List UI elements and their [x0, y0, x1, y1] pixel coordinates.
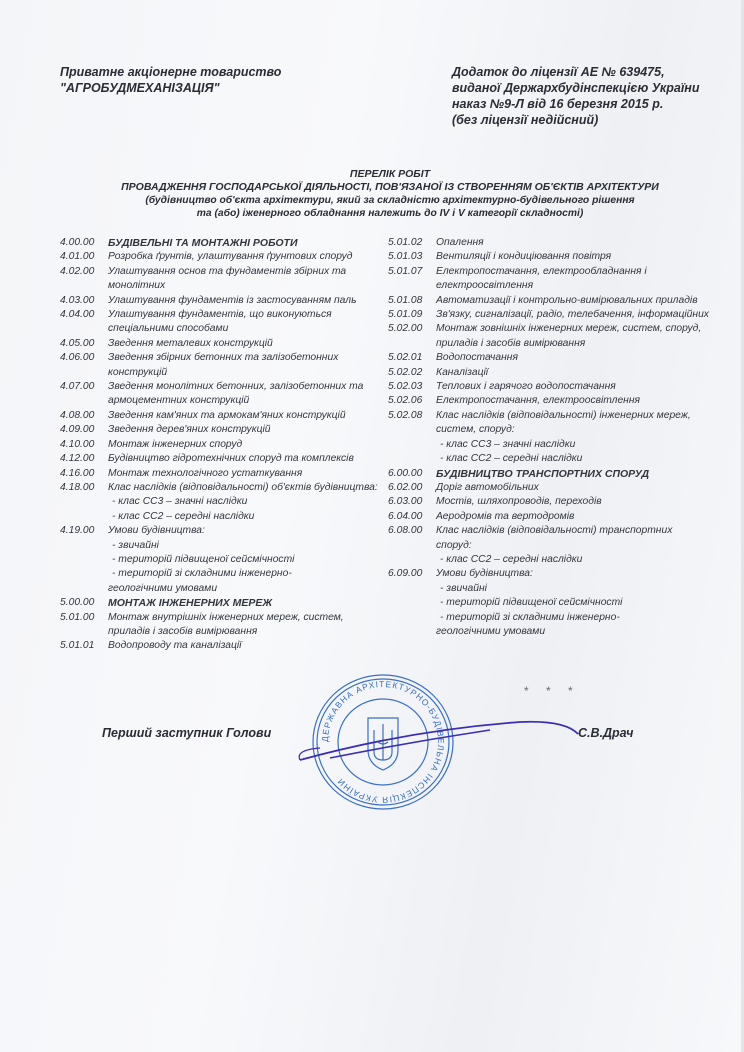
work-description: Аеродромів та вертодромів — [436, 510, 575, 522]
work-code: 5.01.03 — [388, 251, 423, 263]
company-type: Приватне акціонерне товариство — [60, 65, 282, 79]
work-item — [388, 510, 710, 524]
company-name: "АГРОБУДМЕХАНІЗАЦІЯ" — [60, 81, 220, 95]
work-code: 5.02.02 — [388, 366, 423, 378]
work-code: 4.01.00 — [60, 251, 95, 263]
work-item — [388, 351, 710, 365]
section-heading — [388, 467, 710, 481]
work-description: Зведення дерев'яних конструкцій — [108, 424, 271, 436]
work-description: Монтаж внутрішніх інженерних мереж, систем, приладів і засобів вимірювання — [108, 611, 344, 637]
work-description: Зведення збірних бетонних та залізобетонних конструкцій — [108, 352, 339, 378]
work-description: Зведення монолітних бетонних, залізобетонних та армоцементних конструкцій — [108, 381, 364, 407]
work-description: Умови будівництва: — [436, 568, 533, 580]
work-description: Монтаж інженерних споруд — [108, 438, 243, 450]
work-item — [60, 337, 380, 351]
work-description: Вентиляції і кондиціювання повітря — [436, 251, 612, 263]
work-code: 4.02.00 — [60, 265, 95, 277]
work-description: Улаштування фундаментів із застосуванням паль — [108, 294, 357, 306]
work-description: Електропостачання, електроосвітлення — [436, 395, 641, 407]
company-header — [60, 64, 281, 96]
works-list-right — [388, 236, 710, 639]
work-item — [388, 524, 710, 553]
work-description: Зв'язку, сигналізації, радіо, телебачення, інформаційних — [436, 309, 709, 321]
work-description: БУДІВЕЛЬНІ ТА МОНТАЖНІ РОБОТИ — [108, 237, 298, 249]
work-description: Розробка ґрунтів, улаштування ґрунтових споруд — [108, 251, 353, 263]
work-code: 6.00.00 — [388, 467, 423, 479]
license-line-1: Додаток до ліцензії АЕ № 639475, — [452, 65, 665, 79]
title-line-1: ПЕРЕЛІК РОБІТ — [349, 168, 431, 180]
work-code: 5.00.00 — [60, 597, 95, 609]
work-code: 6.09.00 — [388, 568, 423, 580]
work-description: Улаштування фундаментів, що виконуються спеціальними способами — [108, 309, 332, 335]
work-code: 4.18.00 — [60, 481, 95, 493]
work-subitem: - клас СС2 – середні наслідки — [440, 553, 583, 565]
signatory-name: С.В.Драч — [578, 726, 634, 740]
work-item — [60, 639, 380, 653]
work-description: Водопостачання — [436, 352, 518, 364]
work-subitem-continuation: геологічними умовами — [108, 582, 218, 594]
work-code: 6.04.00 — [388, 510, 423, 522]
work-code: 6.02.00 — [388, 481, 423, 493]
work-item — [60, 308, 380, 337]
work-code: 5.02.06 — [388, 395, 423, 407]
work-item — [388, 409, 710, 438]
work-code: 5.01.00 — [60, 611, 95, 623]
work-item — [388, 294, 710, 308]
work-code: 4.00.00 — [60, 237, 95, 248]
work-item — [60, 423, 380, 437]
work-code: 5.01.01 — [60, 640, 95, 652]
work-item — [60, 524, 380, 538]
license-line-2: виданої Держархбудінспекцією України — [452, 81, 700, 95]
work-code: 4.07.00 — [60, 381, 95, 393]
work-item — [60, 467, 380, 481]
work-item — [60, 265, 380, 294]
work-item — [388, 308, 710, 322]
work-item — [60, 438, 380, 452]
work-subitem: - територій зі складними інженерно- — [112, 568, 292, 580]
work-item — [60, 452, 380, 466]
work-code: 4.04.00 — [60, 309, 95, 321]
work-item — [60, 294, 380, 308]
work-item — [60, 351, 380, 380]
work-code: 4.03.00 — [60, 294, 95, 306]
license-header — [452, 64, 699, 128]
work-code: 5.01.07 — [388, 265, 423, 277]
signatory-position: Перший заступник Голови — [102, 726, 272, 740]
work-description: Водопроводу та каналізації — [108, 640, 242, 652]
work-description: Автоматизації і контрольно-вимірювальних приладів — [436, 294, 698, 306]
work-description: Клас наслідків (відповідальності) інженерних мереж, систем, споруд: — [436, 409, 691, 436]
work-code: 5.02.00 — [388, 323, 423, 335]
handwritten-signature — [290, 690, 610, 770]
work-item — [388, 236, 710, 250]
work-description: Мостів, шляхопроводів, переходів — [436, 496, 602, 508]
work-code: 4.12.00 — [60, 453, 95, 465]
work-item — [388, 265, 710, 294]
work-code: 6.08.00 — [388, 525, 423, 537]
work-description: Клас наслідків (відповідальності) транспортних споруд: — [436, 525, 673, 551]
work-description: БУДІВНИЦТВО ТРАНСПОРТНИХ СПОРУД — [436, 467, 650, 480]
work-description: Зведення кам'яних та армокам'яних конструкцій — [108, 409, 346, 421]
work-description: Клас наслідків (відповідальності) об'єктів будівництва: — [108, 481, 378, 493]
work-code: 5.02.01 — [388, 352, 423, 364]
title-line-4: та (або) іженерного обладнання належить до IV і V категорії складності) — [196, 208, 584, 219]
works-list-left — [60, 236, 380, 654]
work-subitem: - клас СС3 – значні наслідки — [440, 438, 576, 450]
work-subitem-continuation: геологічними умовами — [436, 625, 546, 637]
work-subitem: - звичайні — [112, 539, 159, 551]
work-subitem: - клас СС2 – середні наслідки — [112, 510, 255, 522]
work-code: 4.08.00 — [60, 409, 95, 421]
work-description: Будівництво гідротехнічних споруд та комплексів — [108, 453, 354, 465]
license-line-3: наказ №9-Л від 16 березня 2015 р. — [452, 97, 664, 111]
work-code: 5.01.09 — [388, 309, 423, 321]
work-item — [388, 495, 710, 509]
work-item — [60, 611, 380, 640]
work-code: 6.03.00 — [388, 496, 423, 508]
work-description: Каналізації — [436, 366, 489, 378]
document-title — [60, 168, 720, 220]
work-description: Монтаж зовнішніх інженерних мереж, систем, споруд, приладів і засобів вимірювання — [436, 323, 702, 349]
work-item — [388, 322, 710, 351]
work-code: 5.02.08 — [388, 409, 423, 421]
work-code: 4.05.00 — [60, 337, 95, 349]
stamp-outer-text: ДЕРЖАВНА АРХІТЕКТУРНО-БУДІВЕЛЬНА ІНСПЕКЦІЯ УКРАЇНИ — [319, 678, 447, 806]
work-description: Зведення металевих конструкцій — [108, 337, 273, 349]
work-description: МОНТАЖ ІНЖЕНЕРНИХ МЕРЕЖ — [108, 597, 273, 610]
work-subitem: - територій підвищеної сейсмічності — [112, 553, 295, 565]
work-description: Улаштування основ та фундаментів збірних та монолітних — [108, 265, 347, 292]
work-item — [388, 481, 710, 495]
work-subitem: - звичайні — [440, 582, 487, 594]
separator-stars: * * * — [524, 684, 580, 698]
work-subitem: - територій підвищеної сейсмічності — [440, 597, 623, 609]
title-line-3: (будівництво об'єкта архітектури, який за складністю архітектурно-будівельного рішення — [145, 195, 635, 206]
work-code: 5.01.08 — [388, 294, 423, 306]
work-description: Монтаж технологічного устаткування — [108, 467, 303, 479]
license-line-4: (без ліцензії недійсний) — [452, 113, 599, 127]
work-description: Опалення — [436, 237, 484, 248]
work-item — [60, 481, 380, 495]
work-item — [388, 366, 710, 380]
work-code: 4.10.00 — [60, 438, 95, 450]
title-line-2: ПРОВАДЖЕННЯ ГОСПОДАРСЬКОЇ ДІЯЛЬНОСТІ, ПОВ'ЯЗАНОЇ ІЗ СТВОРЕННЯМ ОБ'ЄКТІВ АРХІТЕКТУРИ — [121, 181, 659, 193]
work-subitem: - клас СС2 – середні наслідки — [440, 453, 583, 465]
work-item — [60, 409, 380, 423]
work-code: 4.09.00 — [60, 424, 95, 436]
work-item — [60, 250, 380, 264]
work-code: 4.16.00 — [60, 467, 95, 479]
work-description: Умови будівництва: — [108, 525, 205, 537]
work-subitem: - клас СС3 – значні наслідки — [112, 496, 248, 508]
work-item — [388, 394, 710, 408]
work-code: 4.06.00 — [60, 352, 95, 364]
work-code: 5.02.03 — [388, 381, 423, 393]
section-heading — [60, 596, 380, 610]
work-subitem: - територій зі складними інженерно- — [440, 611, 620, 623]
work-item — [388, 567, 710, 581]
work-code: 5.01.02 — [388, 237, 423, 248]
work-description: Електропостачання, електрообладнання і електроосвітлення — [436, 265, 647, 292]
work-item — [60, 380, 380, 409]
work-code: 4.19.00 — [60, 525, 95, 537]
work-item — [388, 250, 710, 264]
work-description: Теплових і гарячого водопостачання — [436, 381, 616, 393]
section-heading — [60, 236, 380, 250]
work-description: Доріг автомобільних — [436, 481, 539, 493]
work-item — [388, 380, 710, 394]
